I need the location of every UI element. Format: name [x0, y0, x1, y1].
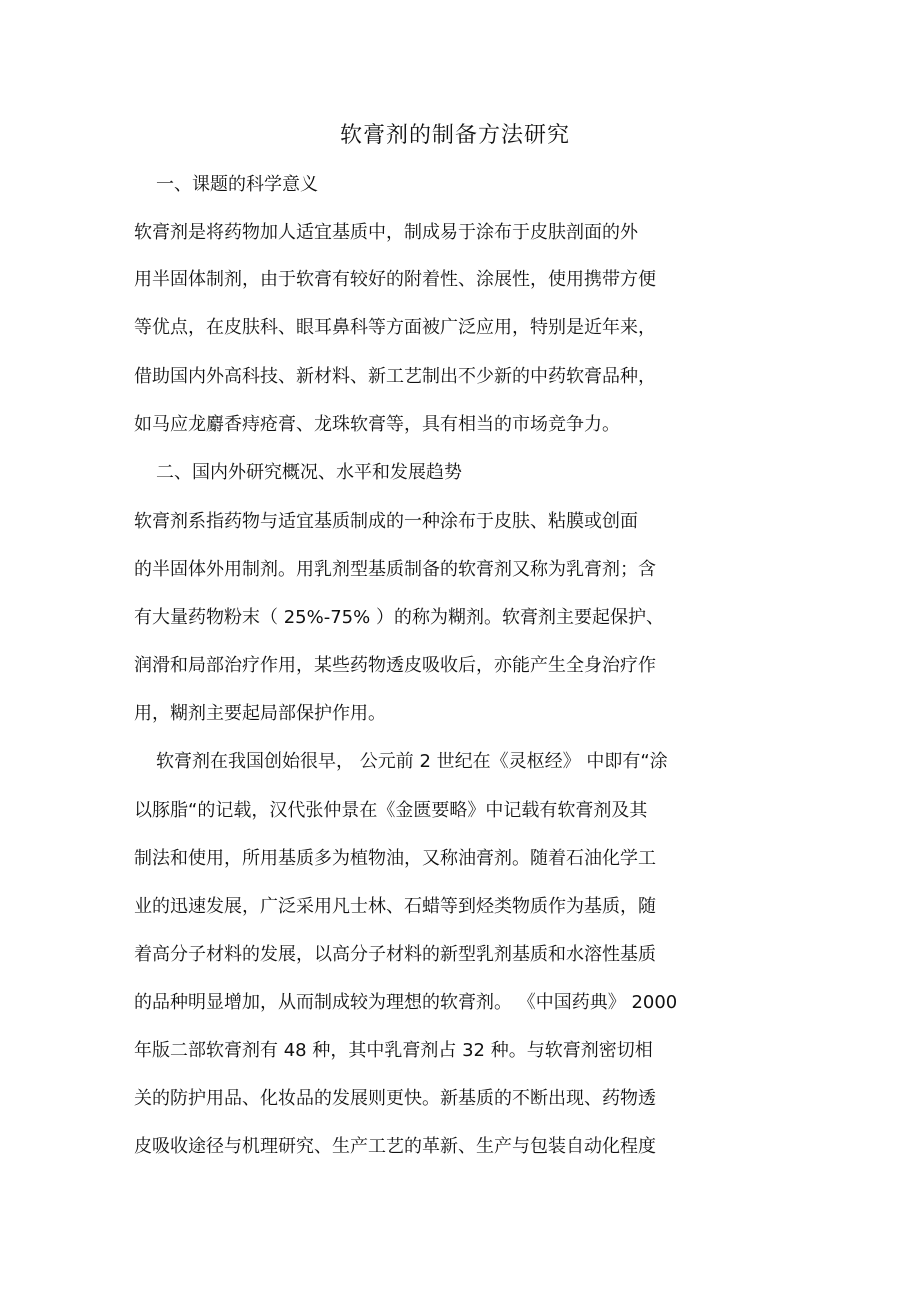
paragraph-line: 关的防护用品、化妆品的发展则更快。新基质的不断出现、药物透 [134, 1088, 656, 1109]
section-heading-2: 二、国内外研究概况、水平和发展趋势 [156, 462, 462, 483]
paragraph-line: 皮吸收途径与机理研究、生产工艺的革新、生产与包装自动化程度 [134, 1136, 656, 1157]
paragraph-line: 软膏剂是将药物加人适宜基质中，制成易于涂布于皮肤剖面的外 [134, 222, 638, 243]
paragraph-line: 制法和使用，所用基质多为植物油，又称油膏剂。随着石油化学工 [134, 848, 656, 869]
paragraph-line: 着高分子材料的发展，以高分子材料的新型乳剂基质和水溶性基质 [134, 944, 656, 965]
paragraph-line: 用半固体制剂，由于软膏有较好的附着性、涂展性，使用携带方便 [134, 269, 656, 290]
paragraph-line: 如马应龙麝香痔疮膏、龙珠软膏等，具有相当的市场竞争力。 [134, 414, 620, 435]
paragraph-line: 以豚脂“的记载，汉代张仲景在《金匮要略》中记载有软膏剂及其 [134, 800, 648, 821]
document-title: 软膏剂的制备方法研究 [339, 123, 570, 148]
paragraph-line: 软膏剂在我国创始很早， 公元前 2 世纪在《灵枢经》 中即有“涂 [156, 751, 668, 772]
paragraph-line: 润滑和局部治疗作用，某些药物透皮吸收后，亦能产生全身治疗作 [134, 655, 656, 676]
paragraph-line: 用，糊剂主要起局部保护作用。 [134, 703, 386, 724]
paragraph-line: 等优点，在皮肤科、眼耳鼻科等方面被广泛应用，特别是近年来， [134, 317, 656, 338]
paragraph-line: 业的迅速发展，广泛采用凡士林、石蜡等到烃类物质作为基质，随 [134, 896, 656, 917]
paragraph-line: 年版二部软膏剂有 48 种，其中乳膏剂占 32 种。与软膏剂密切相 [134, 1040, 653, 1061]
paragraph-line: 的品种明显增加，从而制成较为理想的软膏剂。 《中国药典》 2000 [134, 992, 678, 1013]
paragraph-line: 的半固体外用制剂。用乳剂型基质制备的软膏剂又称为乳膏剂；含 [134, 559, 656, 580]
paragraph-line: 借助国内外高科技、新材料、新工艺制出不少新的中药软膏品种， [134, 366, 656, 387]
section-heading-1: 一、课题的科学意义 [156, 174, 318, 195]
paragraph-line: 有大量药物粉末（ 25%-75% ）的称为糊剂。软膏剂主要起保护、 [134, 607, 664, 628]
paragraph-line: 软膏剂系指药物与适宜基质制成的一种涂布于皮肤、粘膜或创面 [134, 511, 638, 532]
